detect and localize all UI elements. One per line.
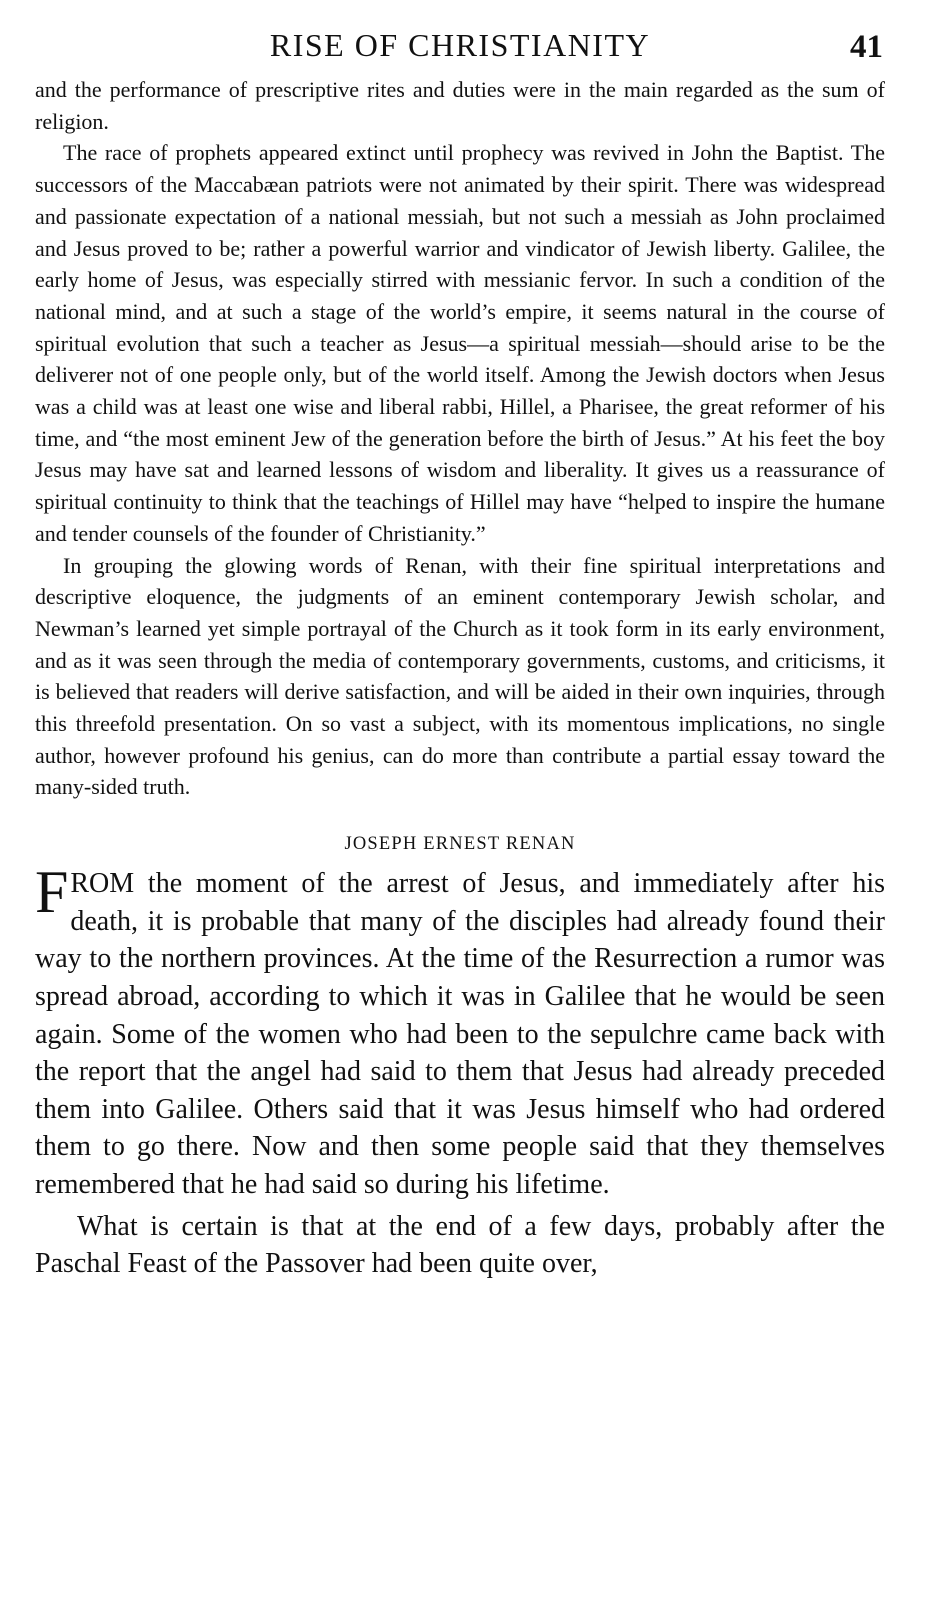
section-paragraph-text: ROM the moment of the arrest of Jesus, and immediately after his death, it is probable that many of the disciples had already found their way to the northern provinces. At the time of the Resurrection a rumor was spread abroad, according to which it was in Galilee that he would be seen again. Some of the women who had been to the sepulchre came back with the report that the angel had said to them that Jesus had already preceded them into Galilee. Others said that it was Jesus himself who had ordered them to go there. Now and then some people said that they themselves remembered that he had said so during his lifetime. <box>35 868 885 1200</box>
section-paragraph: What is certain is that at the end of a few days, probably after the Paschal Feast of the Passover had been quite over, <box>35 1210 885 1280</box>
intro-text <box>35 74 885 803</box>
book-page <box>35 26 885 1283</box>
drop-cap: F <box>35 859 69 926</box>
running-head <box>35 26 885 74</box>
section-paragraph <box>35 859 885 1203</box>
section-heading: JOSEPH ERNEST RENAN <box>344 834 576 855</box>
intro-paragraph: In grouping the glowing words of Renan, with their fine spiritual interpretations and descriptive eloquence, the judgments of an eminent contemporary Jewish scholar, and Newman’s learned yet simple portrayal of the Church as it took form in its early environment, and as it was seen through the media of contemporary governments, customs, and criticisms, it is believed that readers will derive satisfaction, and will be aided in their own inquiries, through this threefold presentation. On so vast a subject, with its momentous implications, no single author, however profound his genius, can do more than contribute a partial essay toward the many-sided truth. <box>35 552 885 800</box>
running-title: RISE OF CHRISTIANITY <box>269 27 651 63</box>
intro-paragraph: The race of prophets appeared extinct until prophecy was revived in John the Baptist. The successors of the Maccabæan patriots were not animated by their spirit. There was widespread and passionate expectation of a national messiah, but not such a messiah as John proclaimed and Jesus proved to be; rather a powerful warrior and vindicator of Jewish liberty. Galilee, the early home of Jesus, was especially stirred with messianic fervor. In such a condition of the national mind, and at such a stage of the world’s empire, it seems natural in the course of spiritual evolution that such a teacher as Jesus—a spiritual messiah—should arise to be the deliverer not of one people only, but of the world itself. Among the Jewish doctors when Jesus was a child was at least one wise and liberal rabbi, Hillel, a Pharisee, the great reformer of his time, and “the most eminent Jew of the generation before the birth of Jesus.” At his feet the boy Jesus may have sat and learned lessons of wisdom and liberality. It gives us a reassurance of spiritual continuity to think that the teachings of Hillel may have “helped to inspire the humane and tender counsels of the founder of Christianity.” <box>35 140 885 546</box>
page-number: 41 <box>850 29 883 65</box>
section-body <box>35 859 885 1283</box>
intro-paragraph: and the performance of prescriptive rites and duties were in the main regarded as the sum of religion. <box>35 77 885 134</box>
